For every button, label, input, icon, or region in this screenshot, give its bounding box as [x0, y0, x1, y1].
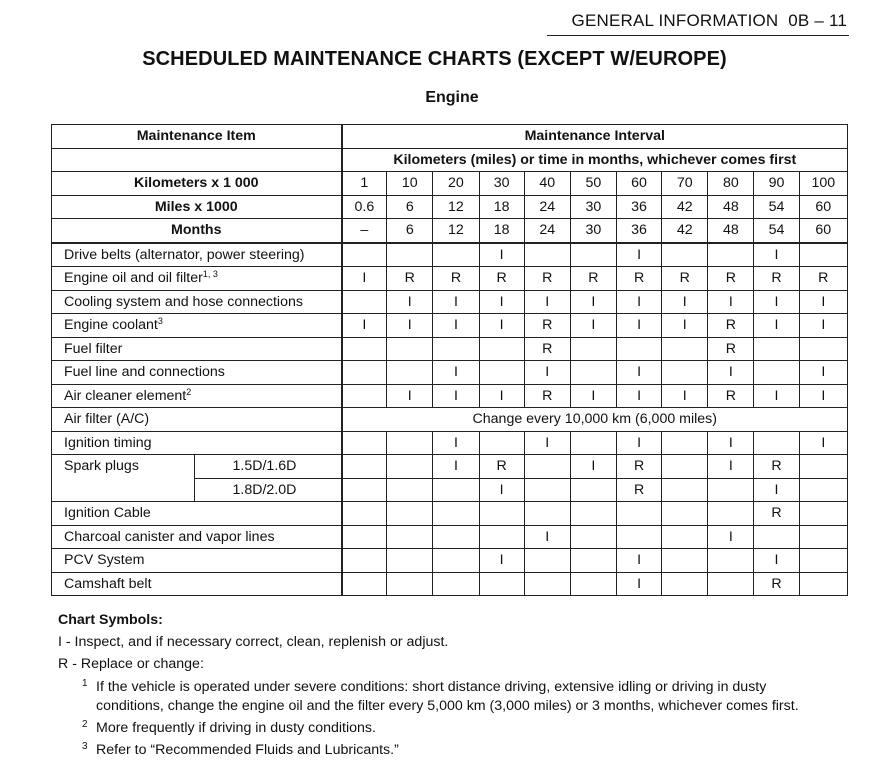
interval-cell: R [616, 455, 661, 479]
interval-cell: I [799, 290, 847, 314]
interval-cell: I [799, 361, 847, 385]
interval-cell: R [616, 267, 661, 291]
interval-cell: I [342, 314, 387, 338]
interval-cell [708, 478, 754, 502]
item-label-text: Drive belts (alternator, power steering) [64, 246, 305, 263]
page-title: SCHEDULED MAINTENANCE CHARTS (EXCEPT W/EUROPE) [142, 48, 727, 70]
interval-cell: I [387, 314, 433, 338]
interval-cell [662, 549, 708, 573]
interval-cell [754, 361, 799, 385]
interval-cell [524, 502, 570, 526]
months-cell: – [342, 219, 387, 243]
maintenance-table [51, 124, 848, 596]
km-cell: 1 [342, 172, 387, 196]
interval-cell: R [799, 267, 847, 291]
interval-cell: R [708, 267, 754, 291]
interval-cell [708, 502, 754, 526]
header-rule [547, 35, 849, 36]
footnote-1-line-1: If the vehicle is operated under severe conditions: short distance driving, extensive idling or driving in dusty [96, 679, 767, 695]
km-cell: 30 [479, 172, 524, 196]
months-cell: 48 [708, 219, 754, 243]
interval-cell: R [524, 314, 570, 338]
interval-cell [662, 361, 708, 385]
footnote-3-text: Refer to “Recommended Fluids and Lubricants.” [96, 742, 399, 758]
item-label [52, 243, 342, 267]
interval-cell: I [524, 525, 570, 549]
interval-cell: I [616, 290, 661, 314]
months-cell: 18 [479, 219, 524, 243]
interval-cell: I [616, 431, 661, 455]
interval-cell [342, 502, 387, 526]
page-header [572, 11, 847, 31]
interval-cell [570, 337, 616, 361]
footnote-3 [58, 741, 858, 760]
interval-cell: R [524, 384, 570, 408]
interval-cell: I [754, 384, 799, 408]
interval-cell [524, 455, 570, 479]
interval-cell [433, 572, 479, 596]
interval-cell [479, 361, 524, 385]
interval-cell [387, 478, 433, 502]
item-label [52, 267, 342, 291]
interval-cell: R [754, 267, 799, 291]
interval-cell [662, 455, 708, 479]
interval-cell [479, 572, 524, 596]
interval-cell [387, 525, 433, 549]
symbol-i-note: I - Inspect, and if necessary correct, clean, replenish or adjust. [58, 634, 449, 650]
footnote-ref: 3 [157, 316, 163, 327]
chart-symbols-label: Chart Symbols: [58, 612, 163, 628]
interval-cell: I [479, 314, 524, 338]
interval-cell: I [662, 314, 708, 338]
interval-cell: R [616, 478, 661, 502]
interval-cell [342, 337, 387, 361]
interval-cell [342, 290, 387, 314]
footnote-1 [58, 678, 858, 716]
interval-cell [799, 525, 847, 549]
miles-cell: 12 [433, 195, 479, 219]
item-label-text: Camshaft belt [64, 575, 152, 592]
interval-cell [342, 384, 387, 408]
months-cell: 54 [754, 219, 799, 243]
interval-cell [387, 243, 433, 267]
interval-cell: I [433, 431, 479, 455]
footnote-2 [58, 719, 858, 738]
interval-cell: I [433, 361, 479, 385]
months-cell: 12 [433, 219, 479, 243]
interval-cell [616, 525, 661, 549]
page-number: 0B – 11 [788, 11, 847, 30]
table-row [52, 384, 848, 408]
item-variant: 1.5D/1.6D [194, 455, 342, 479]
interval-cell [662, 572, 708, 596]
interval-cell [570, 478, 616, 502]
item-label-text: Engine oil and oil filter [64, 270, 203, 287]
km-cell: 70 [662, 172, 708, 196]
interval-cell: I [616, 314, 661, 338]
interval-cell [524, 478, 570, 502]
interval-cell [570, 525, 616, 549]
interval-cell: I [662, 290, 708, 314]
item-label [52, 455, 195, 502]
interval-cell [433, 502, 479, 526]
km-cell: 80 [708, 172, 754, 196]
interval-cell [570, 549, 616, 573]
interval-cell [662, 243, 708, 267]
interval-cell: R [754, 572, 799, 596]
interval-cell: R [708, 337, 754, 361]
item-label-text: Ignition Cable [64, 505, 151, 522]
section-title: GENERAL INFORMATION [571, 11, 779, 30]
interval-cell [662, 502, 708, 526]
interval-cell: I [708, 455, 754, 479]
km-cell: 100 [799, 172, 847, 196]
item-label [52, 408, 342, 432]
km-cell: 20 [433, 172, 479, 196]
interval-cell [570, 243, 616, 267]
interval-cell [799, 502, 847, 526]
interval-cell [662, 337, 708, 361]
interval-cell [754, 525, 799, 549]
table-row [52, 408, 848, 432]
interval-cell [433, 478, 479, 502]
interval-cell [662, 431, 708, 455]
table-row [52, 549, 848, 573]
footnote-1-number: 1 [82, 678, 88, 689]
miles-cell: 36 [616, 195, 661, 219]
interval-cell [524, 572, 570, 596]
item-label [52, 337, 342, 361]
interval-cell: R [433, 267, 479, 291]
interval-cell: I [616, 243, 661, 267]
blank-header-cell [52, 148, 342, 172]
interval-cell: I [616, 384, 661, 408]
km-cell: 60 [616, 172, 661, 196]
item-label [52, 431, 342, 455]
interval-cell [799, 478, 847, 502]
interval-cell [433, 525, 479, 549]
footnote-2-number: 2 [82, 719, 88, 730]
interval-cell: R [570, 267, 616, 291]
km-label: Kilometers x 1 000 [52, 172, 342, 196]
item-label [52, 502, 342, 526]
interval-cell: I [387, 290, 433, 314]
interval-cell: I [616, 549, 661, 573]
interval-cell: I [570, 384, 616, 408]
table-row [52, 431, 848, 455]
interval-cell: I [754, 290, 799, 314]
interval-cell [662, 525, 708, 549]
interval-cell: I [433, 314, 479, 338]
item-label [52, 549, 342, 573]
interval-cell: I [799, 431, 847, 455]
months-cell: 60 [799, 219, 847, 243]
km-cell: 90 [754, 172, 799, 196]
interval-note: Kilometers (miles) or time in months, whichever comes first [342, 148, 848, 172]
interval-cell [433, 243, 479, 267]
interval-cell: I [342, 267, 387, 291]
interval-cell [387, 549, 433, 573]
interval-cell [479, 431, 524, 455]
interval-cell [387, 361, 433, 385]
interval-cell: R [708, 314, 754, 338]
table-row [52, 314, 848, 338]
interval-cell: I [479, 478, 524, 502]
interval-cell [799, 243, 847, 267]
interval-cell [387, 572, 433, 596]
item-label-text: Charcoal canister and vapor lines [64, 528, 275, 545]
interval-cell [479, 337, 524, 361]
interval-span-text: Change every 10,000 km (6,000 miles) [342, 408, 848, 432]
km-cell: 50 [570, 172, 616, 196]
item-label-text: Cooling system and hose connections [64, 293, 303, 310]
interval-cell [387, 337, 433, 361]
footnote-ref: 1, 3 [202, 269, 218, 280]
interval-cell [342, 549, 387, 573]
interval-cell [387, 431, 433, 455]
interval-cell: I [433, 290, 479, 314]
item-label [52, 525, 342, 549]
interval-cell: R [479, 267, 524, 291]
months-cell: 6 [387, 219, 433, 243]
interval-cell: I [754, 478, 799, 502]
interval-cell: R [387, 267, 433, 291]
section-subtitle: Engine [425, 89, 479, 106]
interval-cell [570, 361, 616, 385]
col-header-item: Maintenance Item [52, 125, 342, 149]
interval-cell: I [616, 572, 661, 596]
interval-cell [342, 572, 387, 596]
interval-cell: I [479, 290, 524, 314]
item-label-text: Fuel line and connections [64, 364, 225, 381]
miles-cell: 48 [708, 195, 754, 219]
interval-cell [433, 549, 479, 573]
interval-cell: I [754, 549, 799, 573]
interval-cell [799, 455, 847, 479]
miles-label: Miles x 1000 [52, 195, 342, 219]
interval-cell: R [479, 455, 524, 479]
interval-cell: I [616, 361, 661, 385]
interval-cell: I [433, 384, 479, 408]
item-label [52, 314, 342, 338]
item-label-text: Fuel filter [64, 340, 123, 357]
interval-cell [524, 549, 570, 573]
interval-cell: R [708, 384, 754, 408]
miles-cell: 18 [479, 195, 524, 219]
interval-cell [708, 243, 754, 267]
months-label: Months [52, 219, 342, 243]
item-label [52, 361, 342, 385]
interval-cell [524, 243, 570, 267]
chart-notes [58, 609, 858, 760]
miles-cell: 30 [570, 195, 616, 219]
interval-cell [616, 502, 661, 526]
footnote-1-line-2: conditions, change the engine oil and the filter every 5,000 km (3,000 miles) or 3 months, whichever comes first. [96, 698, 799, 714]
km-cell: 40 [524, 172, 570, 196]
interval-cell: I [479, 243, 524, 267]
interval-cell: I [754, 314, 799, 338]
miles-cell: 54 [754, 195, 799, 219]
interval-cell: R [754, 502, 799, 526]
interval-cell [342, 431, 387, 455]
interval-cell [754, 337, 799, 361]
miles-cell: 42 [662, 195, 708, 219]
item-label [52, 572, 342, 596]
table-row [52, 267, 848, 291]
miles-cell: 0.6 [342, 195, 387, 219]
interval-cell: I [754, 243, 799, 267]
interval-cell: I [708, 290, 754, 314]
item-label [52, 290, 342, 314]
interval-cell [433, 337, 479, 361]
miles-cell: 6 [387, 195, 433, 219]
interval-cell [570, 431, 616, 455]
interval-cell [799, 549, 847, 573]
interval-cell [708, 572, 754, 596]
interval-cell: R [754, 455, 799, 479]
interval-cell: R [524, 267, 570, 291]
item-label-text: PCV System [64, 552, 145, 569]
interval-cell: I [799, 384, 847, 408]
months-cell: 36 [616, 219, 661, 243]
table-row [52, 337, 848, 361]
interval-cell [799, 337, 847, 361]
months-cell: 24 [524, 219, 570, 243]
interval-cell: I [570, 314, 616, 338]
interval-cell [570, 502, 616, 526]
interval-cell [616, 337, 661, 361]
item-label-text: Engine coolant [64, 317, 158, 334]
interval-cell: I [524, 290, 570, 314]
footnote-ref: 2 [186, 386, 192, 397]
interval-cell [708, 549, 754, 573]
miles-cell: 24 [524, 195, 570, 219]
interval-cell [342, 525, 387, 549]
months-cell: 30 [570, 219, 616, 243]
table-row [52, 361, 848, 385]
item-label-text: Air cleaner element [64, 387, 187, 404]
item-label-text: Ignition timing [64, 434, 152, 451]
footnote-2-text: More frequently if driving in dusty conditions. [96, 720, 376, 736]
interval-cell [799, 572, 847, 596]
interval-cell [570, 572, 616, 596]
table-row [52, 525, 848, 549]
interval-cell [342, 478, 387, 502]
interval-cell [479, 525, 524, 549]
miles-row [52, 195, 848, 219]
interval-cell [342, 455, 387, 479]
footnote-3-number: 3 [82, 741, 88, 752]
table-row [52, 455, 848, 479]
interval-cell: R [662, 267, 708, 291]
interval-cell: I [387, 384, 433, 408]
interval-cell: I [433, 455, 479, 479]
months-cell: 42 [662, 219, 708, 243]
interval-cell: I [524, 361, 570, 385]
interval-cell [387, 502, 433, 526]
symbol-r-note: R - Replace or change: [58, 656, 204, 672]
interval-cell [662, 478, 708, 502]
table-row [52, 572, 848, 596]
interval-cell [479, 502, 524, 526]
interval-cell: I [570, 455, 616, 479]
km-row [52, 172, 848, 196]
interval-cell: I [708, 525, 754, 549]
interval-cell: I [708, 361, 754, 385]
interval-cell [342, 361, 387, 385]
item-label [52, 384, 342, 408]
item-variant: 1.8D/2.0D [194, 478, 342, 502]
miles-cell: 60 [799, 195, 847, 219]
table-row [52, 243, 848, 267]
item-label-text: Spark plugs [64, 458, 139, 474]
interval-cell [754, 431, 799, 455]
col-header-interval: Maintenance Interval [342, 125, 848, 149]
km-cell: 10 [387, 172, 433, 196]
item-label-text: Air filter (A/C) [64, 411, 150, 428]
table-row [52, 290, 848, 314]
interval-cell: I [662, 384, 708, 408]
table-row [52, 502, 848, 526]
interval-cell: I [479, 384, 524, 408]
interval-cell: R [524, 337, 570, 361]
months-row [52, 219, 848, 243]
interval-cell [387, 455, 433, 479]
interval-cell: I [570, 290, 616, 314]
interval-cell: I [799, 314, 847, 338]
interval-cell: I [708, 431, 754, 455]
interval-cell: I [479, 549, 524, 573]
interval-cell [342, 243, 387, 267]
interval-cell: I [524, 431, 570, 455]
